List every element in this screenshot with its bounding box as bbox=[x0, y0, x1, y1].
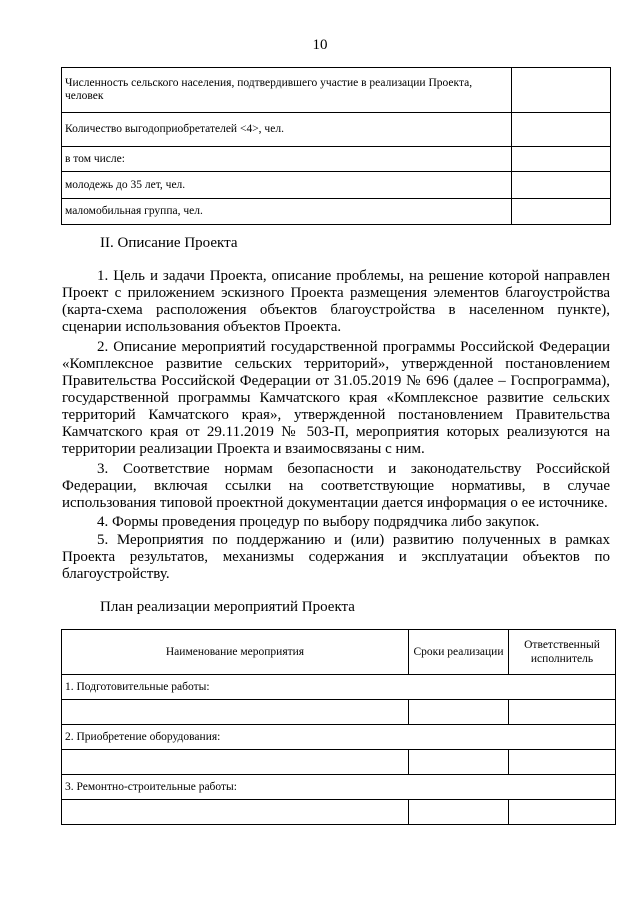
indicator-label: молодежь до 35 лет, чел. bbox=[62, 172, 512, 199]
indicators-table bbox=[61, 67, 611, 225]
column-header-deadlines: Сроки реализации bbox=[409, 630, 509, 675]
column-header-activity: Наименование мероприятия bbox=[62, 630, 409, 675]
empty-cell bbox=[509, 800, 616, 825]
table-row bbox=[62, 750, 616, 775]
indicator-value-cell bbox=[512, 172, 611, 199]
plan-header-row bbox=[62, 630, 616, 675]
table-row bbox=[62, 147, 611, 172]
table-row bbox=[62, 199, 611, 225]
empty-cell bbox=[409, 700, 509, 725]
table-row bbox=[62, 113, 611, 147]
paragraph-1: 1. Цель и задачи Проекта, описание проблемы, на решение которой направлен Проект с приложением эскизного Проекта размещения элементов благоустройства (карта-схема расположения объектов благоустройства в населенном пункте), сценарии использования объектов Проекта. bbox=[62, 268, 610, 335]
empty-cell bbox=[409, 750, 509, 775]
paragraph-3: 3. Соответствие нормам безопасности и законодательству Российской Федерации, включая ссылки на соответствующие нормативы, в случае использования типовой проектной документации дается информация о ее источнике. bbox=[62, 461, 610, 511]
column-header-responsible: Ответственный исполнитель bbox=[509, 630, 616, 675]
empty-cell bbox=[509, 750, 616, 775]
table-row bbox=[62, 172, 611, 199]
empty-cell bbox=[62, 800, 409, 825]
page-number: 10 bbox=[312, 37, 328, 53]
indicator-value-cell bbox=[512, 113, 611, 147]
indicator-value-cell bbox=[512, 147, 611, 172]
empty-cell bbox=[62, 750, 409, 775]
indicator-label: в том числе: bbox=[62, 147, 512, 172]
indicator-label: Численность сельского населения, подтвердившего участие в реализации Проекта, человек bbox=[62, 68, 512, 113]
plan-section-row bbox=[62, 675, 616, 700]
plan-section-label: 3. Ремонтно-строительные работы: bbox=[62, 775, 616, 800]
indicator-label: маломобильная группа, чел. bbox=[62, 199, 512, 225]
table-row bbox=[62, 700, 616, 725]
paragraph-5: 5. Мероприятия по поддержанию и (или) развитию полученных в рамках Проекта результатов, механизмы содержания и эксплуатации объектов по благоустройству. bbox=[62, 532, 610, 582]
indicator-value-cell bbox=[512, 199, 611, 225]
paragraph-2: 2. Описание мероприятий государственной программы Российской Федерации «Комплексное развитие сельских территорий», утвержденной постановлением Правительства Российской Федерации от 31.05.2019 № 696 (далее – Госпрограмма), государственной программы Камчатского края «Комплексное развитие сельских территорий Камчатского края», утвержденной постановлением Правительства Камчатского края от 29.11.2019 № 503-П, мероприятия которых реализуются на территории реализации Проекта и взаимосвязаны с ним. bbox=[62, 339, 610, 457]
plan-section-label: 2. Приобретение оборудования: bbox=[62, 725, 616, 750]
indicator-value-cell bbox=[512, 68, 611, 113]
table-row bbox=[62, 68, 611, 113]
plan-section-row bbox=[62, 725, 616, 750]
section-heading: II. Описание Проекта bbox=[100, 235, 238, 251]
plan-heading: План реализации мероприятий Проекта bbox=[100, 599, 355, 615]
plan-table bbox=[61, 629, 616, 825]
indicator-label: Количество выгодоприобретателей <4>, чел. bbox=[62, 113, 512, 147]
plan-section-row bbox=[62, 775, 616, 800]
paragraph-4: 4. Формы проведения процедур по выбору подрядчика либо закупок. bbox=[97, 514, 540, 530]
plan-section-label: 1. Подготовительные работы: bbox=[62, 675, 616, 700]
table-row bbox=[62, 800, 616, 825]
empty-cell bbox=[62, 700, 409, 725]
empty-cell bbox=[509, 700, 616, 725]
empty-cell bbox=[409, 800, 509, 825]
